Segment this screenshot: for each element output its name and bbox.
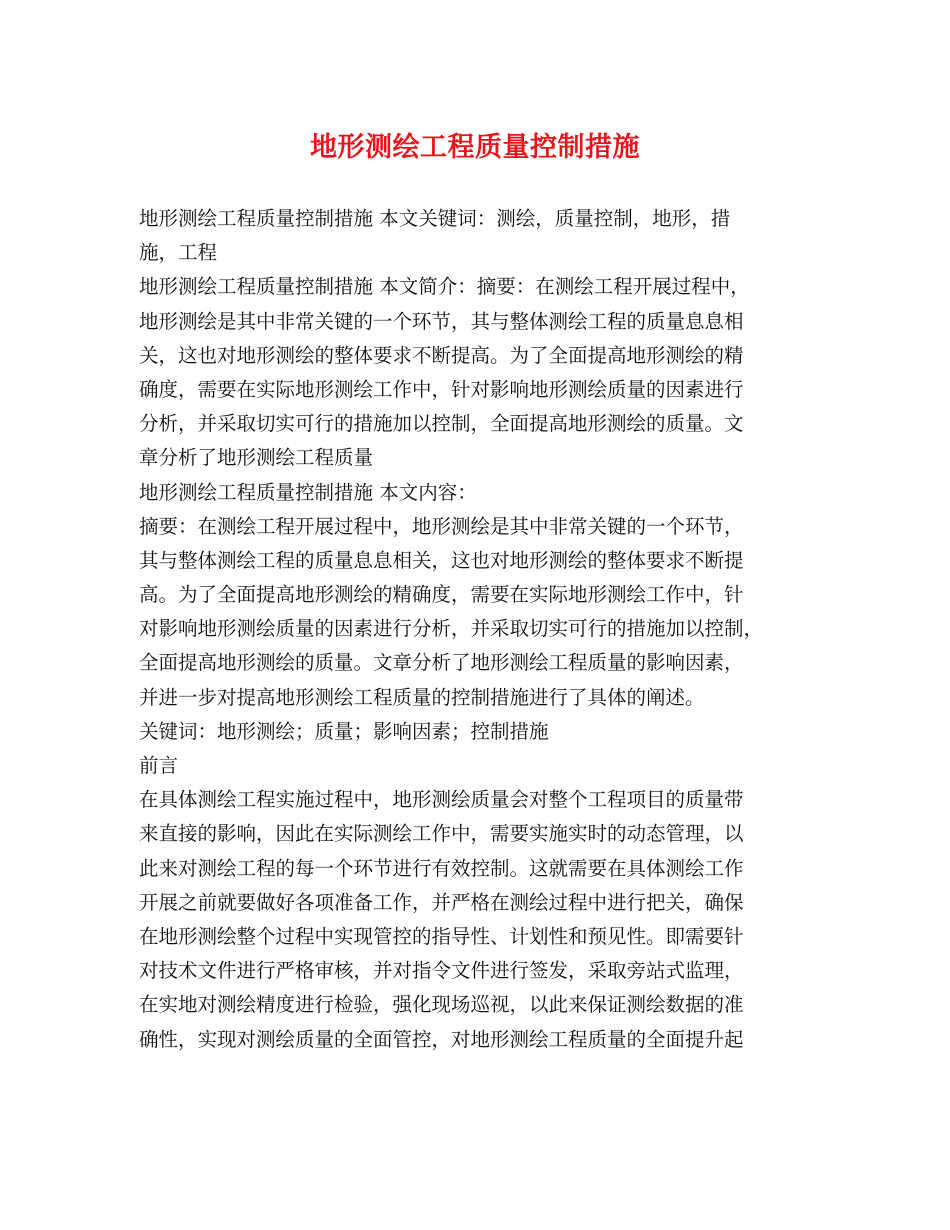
body-line: 开展之前就要做好各项准备工作，并严格在测绘过程中进行把关，确保 [139, 890, 744, 914]
body-line: 关，这也对地形测绘的整体要求不断提高。为了全面提高地形测绘的精 [139, 343, 744, 367]
body-line: 摘要：在测绘工程开展过程中，地形测绘是其中非常关键的一个环节， [139, 514, 744, 538]
body-line: 在实地对测绘精度进行检验，强化现场巡视，以此来保证测绘数据的准 [139, 993, 744, 1017]
body-line: 并进一步对提高地形测绘工程质量的控制措施进行了具体的阐述。 [139, 685, 705, 709]
body-line: 地形测绘是其中非常关键的一个环节，其与整体测绘工程的质量息息相 [139, 309, 744, 333]
body-line: 确度，需要在实际地形测绘工作中，针对影响地形测绘质量的因素进行 [139, 377, 744, 401]
body-line: 在具体测绘工程实施过程中，地形测绘质量会对整个工程项目的质量带 [139, 788, 744, 812]
body-line: 地形测绘工程质量控制措施 本文内容： [139, 480, 477, 504]
body-line: 其与整体测绘工程的质量息息相关，这也对地形测绘的整体要求不断提 [139, 548, 744, 572]
document-body [139, 202, 839, 1057]
body-line: 施，工程 [139, 241, 218, 265]
body-line: 来直接的影响，因此在实际测绘工作中，需要实施实时的动态管理，以 [139, 822, 744, 846]
body-line: 高。为了全面提高地形测绘的精确度，需要在实际地形测绘工作中，针 [139, 583, 744, 607]
body-line: 对影响地形测绘质量的因素进行分析，并采取切实可行的措施加以控制， [139, 617, 764, 641]
body-line: 此来对测绘工程的每一个环节进行有效控制。这就需要在具体测绘工作 [139, 856, 744, 880]
body-line: 地形测绘工程质量控制措施 本文关键词：测绘，质量控制，地形，措 [139, 207, 731, 230]
body-line: 地形测绘工程质量控制措施 本文简介：摘要：在测绘工程开展过程中， [139, 275, 750, 299]
body-line: 全面提高地形测绘的质量。文章分析了地形测绘工程质量的影响因素， [139, 651, 744, 675]
body-line: 确性，实现对测绘质量的全面管控，对地形测绘工程质量的全面提升起 [139, 1027, 744, 1051]
body-line: 在地形测绘整个过程中实现管控的指导性、计划性和预见性。即需要针 [139, 924, 744, 948]
document-title: 地形测绘工程质量控制措施 [310, 132, 640, 163]
body-line: 关键词：地形测绘；质量；影响因素；控制措施 [139, 719, 549, 743]
body-line: 对技术文件进行严格审核，并对指令文件进行签发，采取旁站式监理， [139, 959, 744, 983]
body-line: 章分析了地形测绘工程质量 [139, 446, 374, 470]
body-line: 前言 [139, 754, 179, 777]
body-line: 分析，并采取切实可行的措施加以控制，全面提高地形测绘的质量。文 [139, 412, 744, 436]
